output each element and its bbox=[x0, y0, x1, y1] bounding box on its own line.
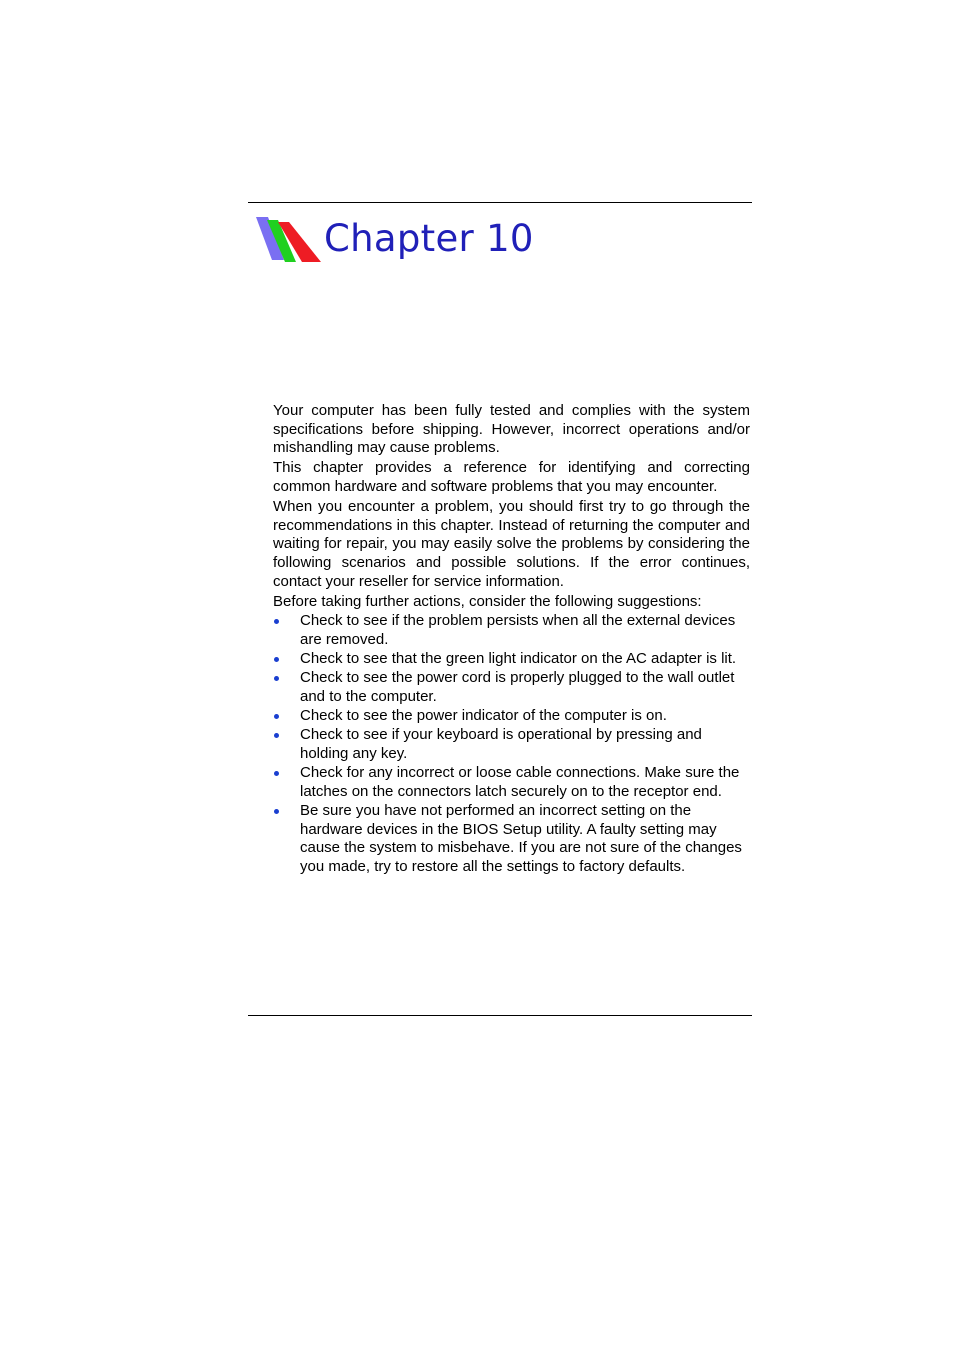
chapter-logo-icon bbox=[254, 214, 324, 264]
top-rule bbox=[248, 202, 752, 203]
chapter-header bbox=[254, 212, 654, 268]
suggestion-text: Check to see that the green light indicator on the AC adapter is lit. bbox=[300, 650, 737, 668]
suggestion-item bbox=[273, 726, 750, 763]
suggestion-text: Check for any incorrect or loose cable connections. Make sure the latches on the connectors latch securely on to the receptor end. bbox=[300, 764, 740, 800]
intro-paragraph: This chapter provides a reference for identifying and correcting common hardware and software problems that you may encounter. bbox=[273, 459, 750, 495]
bullet-icon bbox=[274, 733, 279, 738]
suggestion-item bbox=[273, 612, 750, 649]
suggestion-text: Check to see if the problem persists when all the external devices are removed. bbox=[300, 612, 736, 649]
suggestion-item bbox=[273, 650, 750, 669]
bullet-icon bbox=[274, 657, 279, 662]
suggestion-text: Check to see the power cord is properly plugged to the wall outlet and to the computer. bbox=[300, 669, 735, 706]
intro-paragraph: Before taking further actions, consider the following suggestions: bbox=[273, 592, 702, 610]
suggestion-text: Check to see the power indicator of the computer is on. bbox=[300, 707, 667, 725]
bottom-rule bbox=[248, 1015, 752, 1016]
intro-paragraph: Your computer has been fully tested and complies with the system specifications before shipping. However, incorrect operations and/or mishandling may cause problems. bbox=[273, 402, 750, 457]
bullet-icon bbox=[274, 714, 279, 719]
chapter-title: Chapter 10 bbox=[324, 217, 534, 260]
bullet-icon bbox=[274, 619, 279, 624]
chapter-body bbox=[273, 402, 750, 877]
suggestion-item bbox=[273, 764, 750, 801]
suggestion-text: Be sure you have not performed an incorrect setting on the hardware devices in the BIOS Setup utility. A faulty setting may cause the system to misbehave. If you are not sure of the changes you made, try to restore all the settings to factory defaults. bbox=[300, 801, 742, 875]
suggestion-item bbox=[273, 669, 750, 706]
bullet-icon bbox=[274, 676, 279, 681]
suggestion-item bbox=[273, 707, 750, 726]
suggestion-text: Check to see if your keyboard is operational by pressing and holding any key. bbox=[300, 726, 702, 762]
bullet-icon bbox=[274, 771, 279, 776]
suggestion-item bbox=[273, 802, 750, 877]
intro-paragraph: When you encounter a problem, you should first try to go through the recommendations in this chapter. Instead of returning the computer and waiting for repair, you may easily solve the problems by considering the following scenarios and possible solutions. If the error continues, contact your reseller for service information. bbox=[273, 497, 750, 590]
bullet-icon bbox=[274, 809, 279, 814]
suggestion-list bbox=[273, 612, 750, 876]
